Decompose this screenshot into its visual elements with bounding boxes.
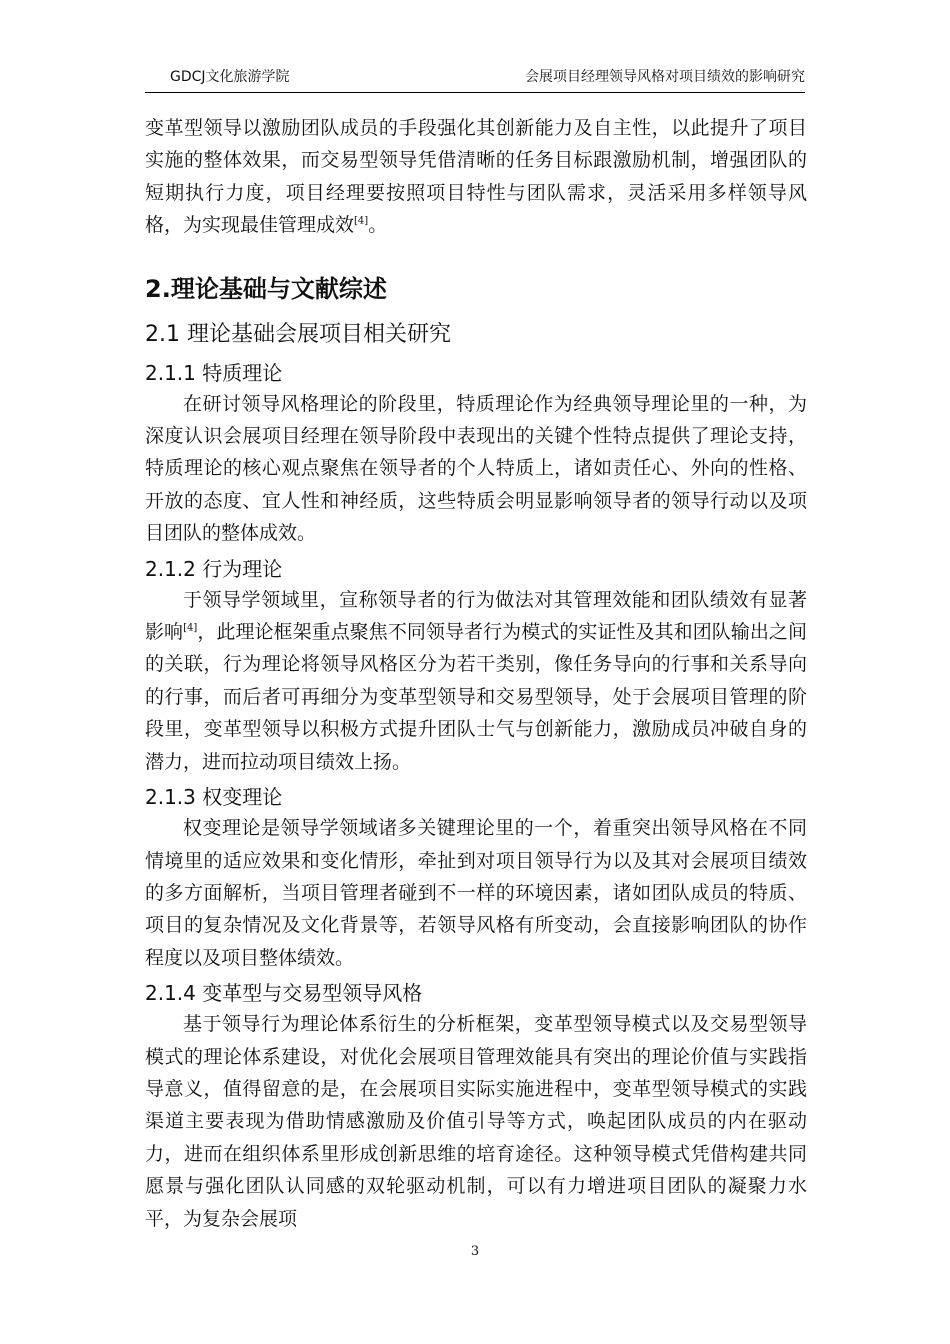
subsection-heading-behavior-theory: 2.1.2 行为理论: [145, 556, 283, 581]
paragraph-leadership-styles: 基于领导行为理论体系衍生的分析框架，变革型领导模式以及交易型领导模式的理论体系建设，对优化会展项目管理效能具有突出的理论价值与实践指导意义，值得留意的是，在会展项目实际实施进程中，变革型领导模式的实践渠道主要表现为借助情感激励及价值引导等方式，唤起团队成员的内在驱动力，进而在组织体系里形成创新思维的培育途径。这种领导模式凭借构建共同愿景与强化团队认同感的双轮驱动机制，可以有力增进项目团队的凝聚力水平，为复杂会展项: [145, 1013, 807, 1230]
page-header: [0, 0, 950, 96]
intro-end: 。: [368, 214, 388, 237]
chapter-heading: 2.理论基础与文献综述: [145, 274, 387, 303]
subsection-heading-trait-theory: 2.1.1 特质理论: [145, 360, 283, 385]
page-body: [145, 112, 807, 1235]
header-thesis-title: 会展项目经理领导风格对项目绩效的影响研究: [525, 69, 805, 85]
section-heading: 2.1 理论基础会展项目相关研究: [145, 321, 451, 347]
intro-paragraph: [145, 112, 807, 242]
paragraph-behavior-theory: [145, 584, 807, 778]
behavior-text-a: 于领导学领域里，宣称领导者的行为做法对其管理效能和团队绩效有显著影响: [145, 588, 807, 644]
intro-text: 变革型领导以激励团队成员的手段强化其创新能力及自主性，以此提升了项目实施的整体效果，而交易型领导凭借清晰的任务目标跟激励机制，增强团队的短期执行力度，项目经理要按照项目特性与团队需求，灵活采用多样领导风格，为实现最佳管理成效: [145, 117, 807, 237]
paragraph-contingency-theory: 权变理论是领导学领域诸多关键理论里的一个，着重突出领导风格在不同情境里的适应效果和变化情形，牵扯到对项目领导行为以及其对会展项目绩效的多方面解析，当项目管理者碰到不一样的环境因素，诸如团队成员的特质、项目的复杂情况及文化背景等，若领导风格有所变动，会直接影响团队的协作程度以及项目整体绩效。: [145, 817, 807, 969]
citation-ref[interactable]: [4]: [183, 622, 198, 634]
behavior-text-b: ，此理论框架重点聚焦不同领导者行为模式的实证性及其和团队输出之间的关联，行为理论将领导风格区分为若干类别，像任务导向的行事和关系导向的行事，而后者可再细分为变革型领导和交易型领导，处于会展项目管理的阶段里，变革型领导以积极方式提升团队士气与创新能力，激励成员冲破自身的潜力，进而拉动项目绩效上扬。: [145, 621, 807, 773]
subsection-heading-leadership-styles: 2.1.4 变革型与交易型领导风格: [145, 981, 423, 1006]
citation-ref[interactable]: [4]: [354, 215, 369, 227]
header-rule: [145, 92, 805, 93]
page-number: 3: [470, 1244, 480, 1259]
header-institution: GDCJ文化旅游学院: [170, 69, 290, 85]
paragraph-trait-theory: 在研讨领导风格理论的阶段里，特质理论作为经典领导理论里的一种，为深度认识会展项目经理在领导阶段中表现出的关键个性特点提供了理论支持，特质理论的核心观点聚焦在领导者的个人特质上，诸如责任心、外向的性格、开放的态度、宜人性和神经质，这些特质会明显影响领导者的领导行动以及项目团队的整体成效。: [145, 392, 807, 545]
subsection-heading-contingency-theory: 2.1.3 权变理论: [145, 785, 283, 810]
